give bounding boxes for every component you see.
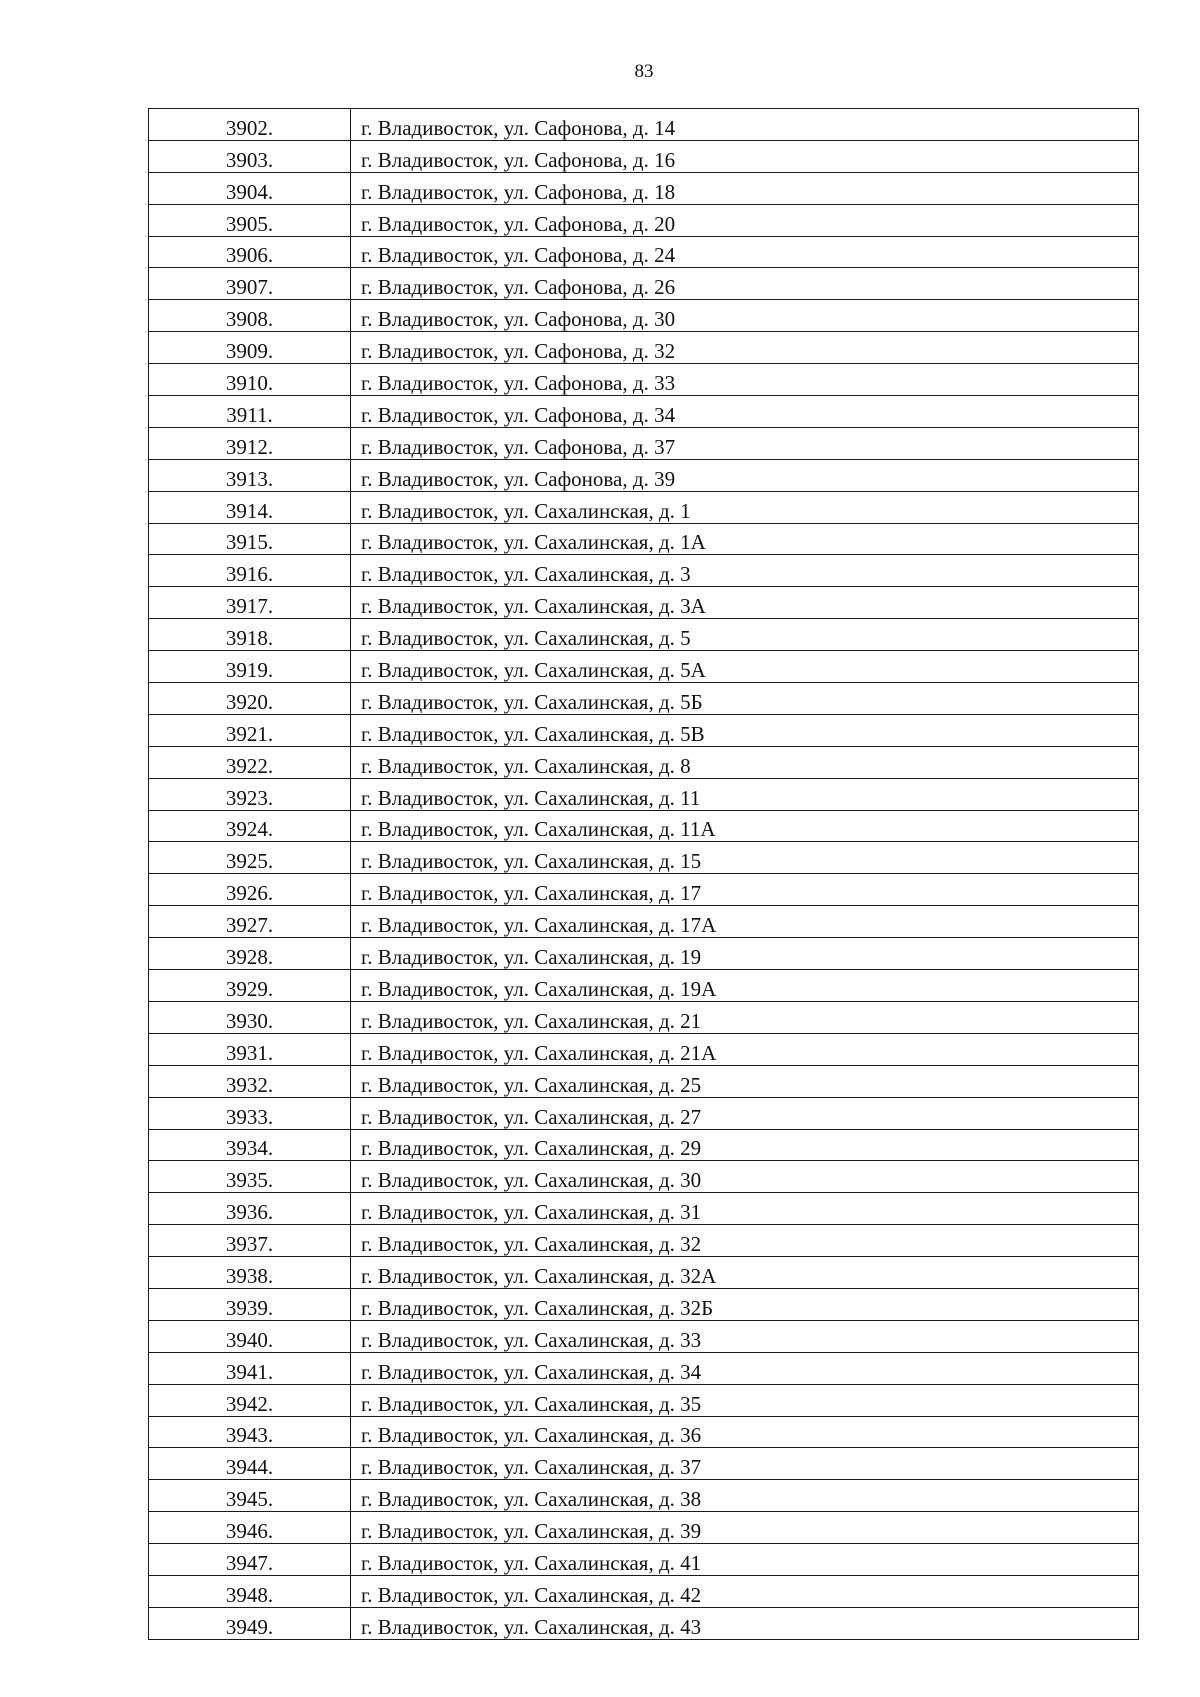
row-number-cell: 3946. — [149, 1512, 351, 1544]
table-row — [149, 1288, 1139, 1320]
row-number-cell: 3904. — [149, 172, 351, 204]
table-row — [149, 1001, 1139, 1033]
table-row — [149, 874, 1139, 906]
row-number-cell: 3934. — [149, 1129, 351, 1161]
address-cell: г. Владивосток, ул. Сафонова, д. 34 — [351, 396, 1139, 428]
address-cell: г. Владивосток, ул. Сахалинская, д. 43 — [351, 1607, 1139, 1639]
address-cell: г. Владивосток, ул. Сахалинская, д. 38 — [351, 1480, 1139, 1512]
row-number-cell: 3922. — [149, 746, 351, 778]
address-cell: г. Владивосток, ул. Сахалинская, д. 11 — [351, 778, 1139, 810]
address-cell: г. Владивосток, ул. Сахалинская, д. 31 — [351, 1193, 1139, 1225]
address-cell: г. Владивосток, ул. Сахалинская, д. 30 — [351, 1161, 1139, 1193]
row-number-cell: 3933. — [149, 1097, 351, 1129]
address-cell: г. Владивосток, ул. Сахалинская, д. 42 — [351, 1575, 1139, 1607]
address-cell: г. Владивосток, ул. Сахалинская, д. 37 — [351, 1448, 1139, 1480]
address-cell: г. Владивосток, ул. Сафонова, д. 16 — [351, 140, 1139, 172]
address-cell: г. Владивосток, ул. Сахалинская, д. 17 — [351, 874, 1139, 906]
row-number-cell: 3947. — [149, 1544, 351, 1576]
table-row — [149, 746, 1139, 778]
table-row — [149, 1257, 1139, 1289]
address-cell: г. Владивосток, ул. Сахалинская, д. 32А — [351, 1257, 1139, 1289]
address-cell: г. Владивосток, ул. Сахалинская, д. 3 — [351, 555, 1139, 587]
table-row — [149, 1097, 1139, 1129]
row-number-cell: 3905. — [149, 204, 351, 236]
row-number-cell: 3919. — [149, 651, 351, 683]
table-row — [149, 1033, 1139, 1065]
address-cell: г. Владивосток, ул. Сафонова, д. 37 — [351, 427, 1139, 459]
address-cell: г. Владивосток, ул. Сахалинская, д. 32Б — [351, 1288, 1139, 1320]
row-number-cell: 3939. — [149, 1288, 351, 1320]
row-number-cell: 3931. — [149, 1033, 351, 1065]
row-number-cell: 3903. — [149, 140, 351, 172]
row-number-cell: 3941. — [149, 1352, 351, 1384]
address-cell: г. Владивосток, ул. Сахалинская, д. 25 — [351, 1065, 1139, 1097]
row-number-cell: 3929. — [149, 970, 351, 1002]
address-cell: г. Владивосток, ул. Сахалинская, д. 27 — [351, 1097, 1139, 1129]
address-cell: г. Владивосток, ул. Сахалинская, д. 5Б — [351, 683, 1139, 715]
row-number-cell: 3936. — [149, 1193, 351, 1225]
address-cell: г. Владивосток, ул. Сахалинская, д. 19А — [351, 970, 1139, 1002]
row-number-cell: 3938. — [149, 1257, 351, 1289]
table-row — [149, 1193, 1139, 1225]
row-number-cell: 3914. — [149, 491, 351, 523]
address-cell: г. Владивосток, ул. Сафонова, д. 18 — [351, 172, 1139, 204]
row-number-cell: 3908. — [149, 300, 351, 332]
address-cell: г. Владивосток, ул. Сахалинская, д. 21 — [351, 1001, 1139, 1033]
row-number-cell: 3948. — [149, 1575, 351, 1607]
address-cell: г. Владивосток, ул. Сафонова, д. 30 — [351, 300, 1139, 332]
address-cell: г. Владивосток, ул. Сахалинская, д. 11А — [351, 810, 1139, 842]
table-row — [149, 1544, 1139, 1576]
address-cell: г. Владивосток, ул. Сафонова, д. 24 — [351, 236, 1139, 268]
address-table — [148, 108, 1139, 1640]
address-table-body — [149, 109, 1139, 1640]
row-number-cell: 3943. — [149, 1416, 351, 1448]
address-cell: г. Владивосток, ул. Сахалинская, д. 35 — [351, 1384, 1139, 1416]
row-number-cell: 3907. — [149, 268, 351, 300]
row-number-cell: 3932. — [149, 1065, 351, 1097]
table-row — [149, 587, 1139, 619]
table-row — [149, 1161, 1139, 1193]
table-row — [149, 268, 1139, 300]
address-cell: г. Владивосток, ул. Сахалинская, д. 1А — [351, 523, 1139, 555]
address-cell: г. Владивосток, ул. Сафонова, д. 26 — [351, 268, 1139, 300]
row-number-cell: 3926. — [149, 874, 351, 906]
table-row — [149, 683, 1139, 715]
table-row — [149, 300, 1139, 332]
row-number-cell: 3921. — [149, 714, 351, 746]
table-row — [149, 109, 1139, 141]
address-cell: г. Владивосток, ул. Сафонова, д. 14 — [351, 109, 1139, 141]
table-row — [149, 364, 1139, 396]
address-cell: г. Владивосток, ул. Сахалинская, д. 5В — [351, 714, 1139, 746]
address-cell: г. Владивосток, ул. Сахалинская, д. 1 — [351, 491, 1139, 523]
table-row — [149, 427, 1139, 459]
row-number-cell: 3909. — [149, 332, 351, 364]
table-row — [149, 1448, 1139, 1480]
table-row — [149, 491, 1139, 523]
row-number-cell: 3918. — [149, 619, 351, 651]
row-number-cell: 3940. — [149, 1320, 351, 1352]
page-number: 83 — [634, 61, 654, 82]
row-number-cell: 3927. — [149, 906, 351, 938]
table-row — [149, 172, 1139, 204]
row-number-cell: 3942. — [149, 1384, 351, 1416]
row-number-cell: 3923. — [149, 778, 351, 810]
table-row — [149, 1320, 1139, 1352]
row-number-cell: 3930. — [149, 1001, 351, 1033]
row-number-cell: 3910. — [149, 364, 351, 396]
table-row — [149, 1384, 1139, 1416]
address-cell: г. Владивосток, ул. Сахалинская, д. 17А — [351, 906, 1139, 938]
row-number-cell: 3912. — [149, 427, 351, 459]
row-number-cell: 3925. — [149, 842, 351, 874]
table-row — [149, 1352, 1139, 1384]
table-row — [149, 1065, 1139, 1097]
address-cell: г. Владивосток, ул. Сахалинская, д. 34 — [351, 1352, 1139, 1384]
row-number-cell: 3917. — [149, 587, 351, 619]
address-cell: г. Владивосток, ул. Сафонова, д. 32 — [351, 332, 1139, 364]
row-number-cell: 3915. — [149, 523, 351, 555]
row-number-cell: 3902. — [149, 109, 351, 141]
table-row — [149, 236, 1139, 268]
row-number-cell: 3913. — [149, 459, 351, 491]
address-cell: г. Владивосток, ул. Сахалинская, д. 36 — [351, 1416, 1139, 1448]
table-row — [149, 842, 1139, 874]
row-number-cell: 3945. — [149, 1480, 351, 1512]
address-cell: г. Владивосток, ул. Сахалинская, д. 32 — [351, 1225, 1139, 1257]
address-cell: г. Владивосток, ул. Сахалинская, д. 39 — [351, 1512, 1139, 1544]
table-row — [149, 396, 1139, 428]
row-number-cell: 3911. — [149, 396, 351, 428]
address-cell: г. Владивосток, ул. Сафонова, д. 20 — [351, 204, 1139, 236]
table-row — [149, 555, 1139, 587]
table-row — [149, 1512, 1139, 1544]
row-number-cell: 3944. — [149, 1448, 351, 1480]
address-cell: г. Владивосток, ул. Сахалинская, д. 19 — [351, 938, 1139, 970]
row-number-cell: 3937. — [149, 1225, 351, 1257]
table-row — [149, 1607, 1139, 1639]
table-row — [149, 1575, 1139, 1607]
table-row — [149, 1480, 1139, 1512]
table-row — [149, 140, 1139, 172]
table-row — [149, 970, 1139, 1002]
row-number-cell: 3920. — [149, 683, 351, 715]
table-row — [149, 906, 1139, 938]
row-number-cell: 3906. — [149, 236, 351, 268]
table-row — [149, 204, 1139, 236]
table-row — [149, 1129, 1139, 1161]
address-cell: г. Владивосток, ул. Сахалинская, д. 3А — [351, 587, 1139, 619]
table-row — [149, 459, 1139, 491]
table-row — [149, 778, 1139, 810]
table-row — [149, 1416, 1139, 1448]
table-row — [149, 810, 1139, 842]
row-number-cell: 3949. — [149, 1607, 351, 1639]
table-row — [149, 938, 1139, 970]
address-cell: г. Владивосток, ул. Сафонова, д. 33 — [351, 364, 1139, 396]
row-number-cell: 3924. — [149, 810, 351, 842]
row-number-cell: 3928. — [149, 938, 351, 970]
address-cell: г. Владивосток, ул. Сахалинская, д. 8 — [351, 746, 1139, 778]
address-cell: г. Владивосток, ул. Сахалинская, д. 21А — [351, 1033, 1139, 1065]
address-cell: г. Владивосток, ул. Сахалинская, д. 41 — [351, 1544, 1139, 1576]
table-row — [149, 619, 1139, 651]
table-row — [149, 714, 1139, 746]
row-number-cell: 3916. — [149, 555, 351, 587]
row-number-cell: 3935. — [149, 1161, 351, 1193]
table-row — [149, 523, 1139, 555]
address-cell: г. Владивосток, ул. Сахалинская, д. 29 — [351, 1129, 1139, 1161]
table-row — [149, 332, 1139, 364]
address-cell: г. Владивосток, ул. Сахалинская, д. 5 — [351, 619, 1139, 651]
address-cell: г. Владивосток, ул. Сахалинская, д. 33 — [351, 1320, 1139, 1352]
address-cell: г. Владивосток, ул. Сахалинская, д. 15 — [351, 842, 1139, 874]
address-cell: г. Владивосток, ул. Сафонова, д. 39 — [351, 459, 1139, 491]
table-row — [149, 651, 1139, 683]
address-cell: г. Владивосток, ул. Сахалинская, д. 5А — [351, 651, 1139, 683]
table-row — [149, 1225, 1139, 1257]
